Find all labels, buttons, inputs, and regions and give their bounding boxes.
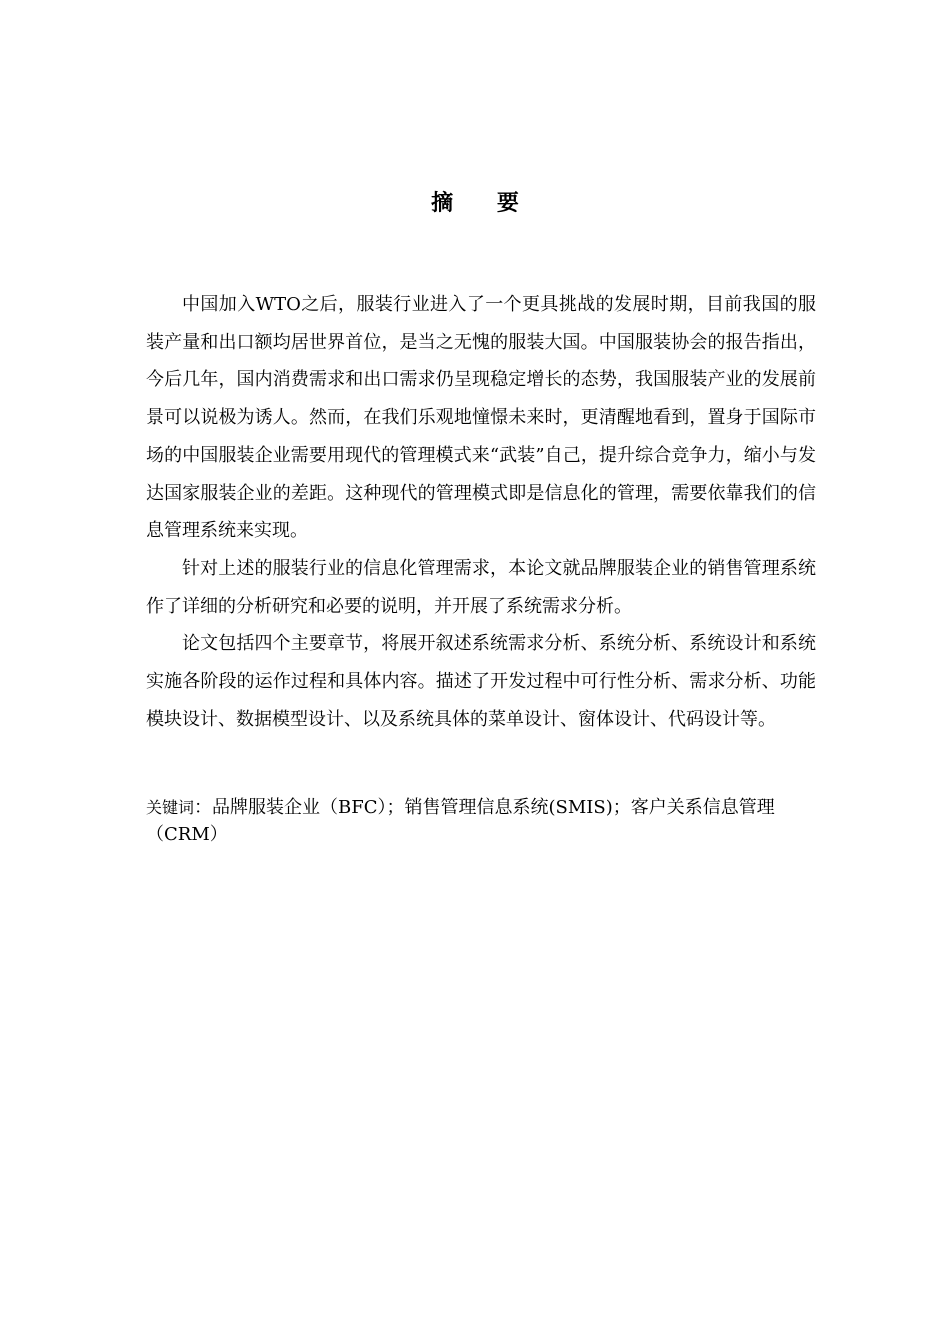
abstract-paragraph-3: 论文包括四个主要章节，将展开叙述系统需求分析、系统分析、系统设计和系统实施各阶段的运作过程和具体内容。描述了开发过程中可行性分析、需求分析、功能模块设计、数据模型设计、以及系统具体的菜单设计、窗体设计、代码设计等。 (146, 633, 816, 730)
abstract-paragraph-1: 中国加入WTO之后，服装行业进入了一个更具挑战的发展时期，目前我国的服装产量和出口额均居世界首位，是当之无愧的服装大国。中国服装协会的报告指出，今后几年，国内消费需求和出口需求仍呈现稳定增长的态势，我国服装产业的发展前景可以说极为诱人。然而，在我们乐观地憧憬未来时，更清醒地看到，置身于国际市场的中国服装企业需要用现代的管理模式来“武装”自己，提升综合竞争力，缩小与发达国家服装企业的差距。这种现代的管理模式即是信息化的管理，需要依靠我们的信息管理系统来实现。 (146, 294, 816, 542)
keywords-text: ：品牌服装企业（BFC）；销售管理信息系统(SMIS)；客户关系信息管理（CRM） (146, 797, 775, 845)
abstract-paragraph-2: 针对上述的服装行业的信息化管理需求，本论文就品牌服装企业的销售管理系统作了详细的分析研究和必要的说明，并开展了系统需求分析。 (146, 557, 816, 617)
abstract-title: 摘 要 (431, 191, 537, 216)
keywords-line (146, 794, 816, 848)
abstract-body (146, 286, 816, 738)
keywords-label: 关键词 (146, 798, 195, 817)
